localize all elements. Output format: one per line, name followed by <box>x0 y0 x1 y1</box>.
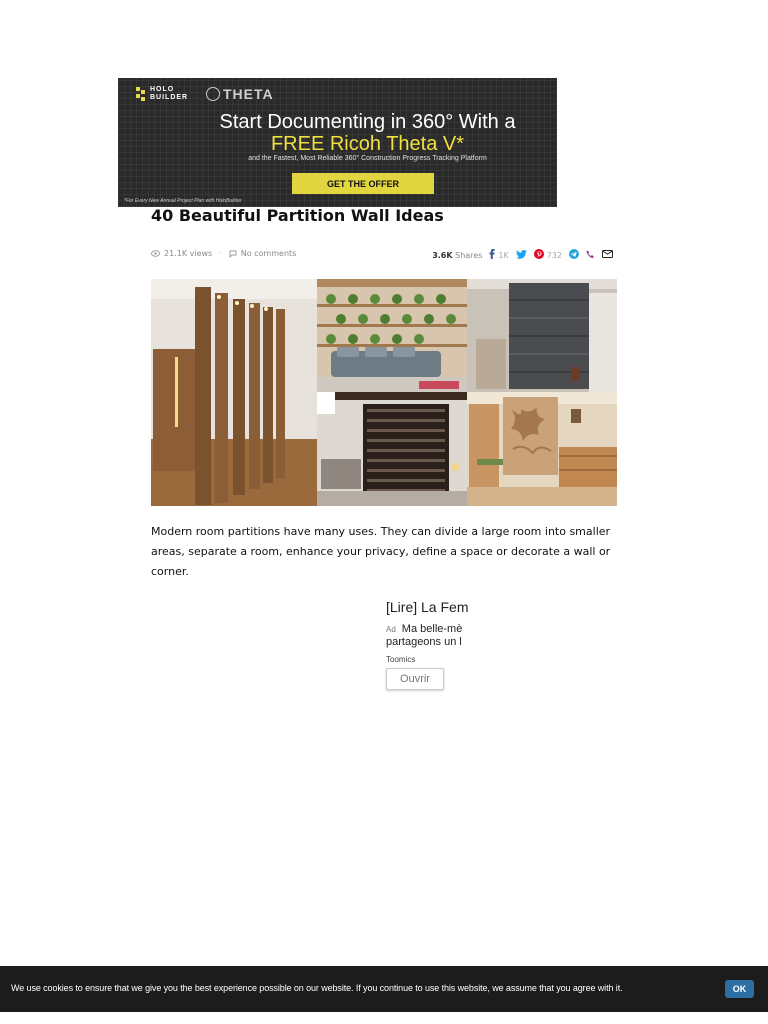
collage-panel-wood-slats <box>151 279 317 506</box>
cookie-bar <box>0 966 768 1012</box>
holobuilder-mark-icon <box>136 87 146 101</box>
facebook-count: 1K <box>498 250 509 260</box>
facebook-share-button[interactable] <box>489 249 508 261</box>
meta-separator: · <box>219 249 222 258</box>
shares-count: 3.6K <box>432 250 453 260</box>
ad-description-line1: Ma belle-mè <box>401 623 463 635</box>
banner-subline: and the Fastest, Most Reliable 360° Construction Progress Tracking Platform <box>248 155 487 162</box>
comment-icon <box>229 250 237 258</box>
phone-share-button[interactable] <box>586 250 595 261</box>
comments-link[interactable]: No comments <box>240 249 297 258</box>
collage-panel-louvered-screen <box>317 392 467 506</box>
twitter-share-button[interactable] <box>516 250 527 261</box>
facebook-icon <box>489 249 495 261</box>
get-offer-button[interactable]: GET THE OFFER <box>292 173 434 194</box>
shares-label: Shares <box>455 250 483 260</box>
banner-headline: Start Documenting in 360° With a <box>219 111 516 133</box>
ad-source: Toomics <box>386 655 416 664</box>
shares-total <box>432 251 482 260</box>
article-intro: Modern room partitions have many uses. They can divide a large room into smaller areas, separate a room, enhance your privacy, define a space or decorate a wall or corner. <box>151 525 611 578</box>
pinterest-share-button[interactable] <box>534 249 562 261</box>
collage-panel-laser-cut <box>467 392 617 506</box>
phone-icon <box>586 250 595 261</box>
collage-panel-stone-wall <box>467 279 617 392</box>
ad-title[interactable]: [Lire] La Fem <box>386 599 469 615</box>
pinterest-icon <box>534 249 544 261</box>
twitter-icon <box>516 250 527 261</box>
collage-panel-plant-shelf <box>317 279 467 392</box>
views-count: 21.1K views <box>164 249 213 258</box>
theta-logo-text: THETA <box>223 86 274 102</box>
ad-open-button[interactable]: Ouvrir <box>386 668 444 690</box>
banner-headline-highlight: FREE Ricoh Theta V* <box>270 133 465 155</box>
banner-fineprint: *For Every New Annual Project Plan with HoloBuilder <box>124 198 242 204</box>
pinterest-count: 732 <box>546 250 562 260</box>
ad-description <box>386 623 472 649</box>
holobuilder-logo-text: HOLO BUILDER <box>150 86 189 101</box>
email-icon <box>602 250 613 260</box>
theta-logo <box>206 86 274 102</box>
telegram-share-button[interactable] <box>569 249 579 261</box>
inline-ad[interactable] <box>386 599 476 690</box>
eye-icon <box>151 250 160 257</box>
cookie-message: We use cookies to ensure that we give you the best experience possible on our website. If you continue to use this website, we assume that you agree with it. <box>11 983 623 993</box>
article-meta <box>151 249 617 261</box>
theta-ring-icon <box>206 87 220 101</box>
article-hero-image <box>151 279 617 506</box>
holobuilder-logo <box>136 86 190 102</box>
telegram-icon <box>569 249 579 261</box>
ad-description-line2: partageons un l <box>386 636 462 648</box>
email-share-button[interactable] <box>602 250 613 260</box>
cookie-ok-button[interactable]: OK <box>725 980 754 998</box>
banner-ad[interactable] <box>118 78 557 207</box>
ad-badge: Ad <box>386 625 396 634</box>
article-title: 40 Beautiful Partition Wall Ideas <box>151 206 444 225</box>
